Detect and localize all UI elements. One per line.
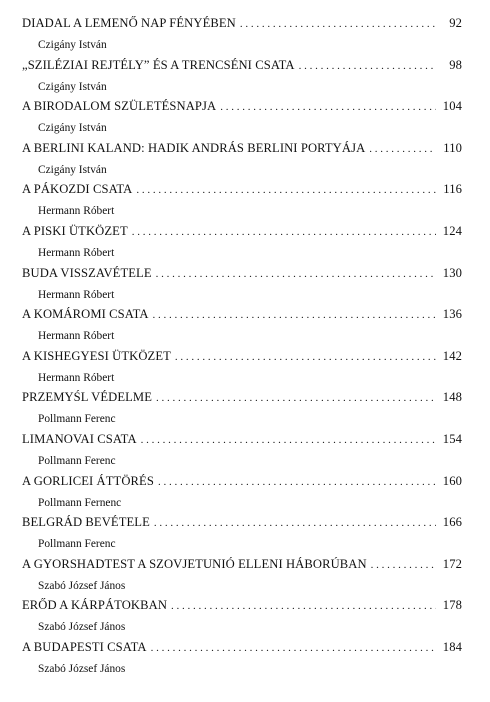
dot-leader bbox=[156, 268, 436, 280]
dot-leader bbox=[220, 101, 436, 113]
chapter-title: DIADAL A LEMENŐ NAP FÉNYÉBEN bbox=[22, 16, 236, 30]
toc-entry bbox=[22, 58, 462, 100]
toc-entry bbox=[22, 640, 462, 682]
dot-leader bbox=[371, 559, 436, 571]
dot-leader bbox=[141, 434, 436, 446]
page-number: 98 bbox=[449, 57, 462, 72]
toc-line bbox=[22, 557, 462, 579]
chapter-author: Hermann Róbert bbox=[38, 205, 115, 218]
page-number: 184 bbox=[442, 639, 462, 654]
dot-leader bbox=[153, 309, 436, 321]
toc-entry bbox=[22, 307, 462, 349]
dot-leader bbox=[299, 60, 436, 72]
toc-entry bbox=[22, 266, 462, 308]
chapter-title: A BIRODALOM SZÜLETÉSNAPJA bbox=[22, 99, 217, 114]
toc-entry bbox=[22, 474, 462, 516]
dot-leader bbox=[156, 392, 436, 404]
chapter-title: LIMANOVAI CSATA bbox=[22, 431, 137, 446]
chapter-author: Hermann Róbert bbox=[38, 246, 115, 259]
chapter-author: Czigány István bbox=[38, 80, 107, 93]
dot-leader bbox=[369, 143, 436, 155]
chapter-author: Hermann Róbert bbox=[38, 330, 115, 343]
chapter-author: Czigány István bbox=[38, 39, 107, 51]
page-number: 166 bbox=[442, 515, 462, 530]
dot-leader bbox=[171, 600, 436, 612]
toc-line bbox=[22, 598, 462, 620]
toc-line bbox=[22, 266, 462, 288]
dot-leader bbox=[151, 642, 436, 654]
toc-line bbox=[22, 141, 462, 163]
page-number: 116 bbox=[443, 182, 462, 197]
toc-entry bbox=[22, 557, 462, 599]
dot-leader bbox=[136, 184, 436, 196]
toc-line bbox=[22, 474, 462, 496]
chapter-author: Pollmann Fernenc bbox=[38, 496, 122, 509]
toc-entry bbox=[22, 141, 462, 183]
page-number: 130 bbox=[442, 265, 462, 280]
chapter-author: Hermann Róbert bbox=[38, 288, 115, 301]
page-number: 148 bbox=[442, 390, 462, 405]
page-number: 178 bbox=[442, 598, 462, 613]
chapter-title: A GORLICEI ÁTTÖRÉS bbox=[22, 473, 154, 488]
toc-entry bbox=[22, 99, 462, 141]
chapter-author: Szabó József János bbox=[38, 621, 126, 634]
page-number: 172 bbox=[442, 556, 462, 571]
page-number: 154 bbox=[442, 431, 462, 446]
chapter-title: A PÁKOZDI CSATA bbox=[22, 182, 133, 197]
dot-leader bbox=[158, 476, 436, 488]
chapter-title: A KOMÁROMI CSATA bbox=[22, 307, 149, 322]
chapter-author: Pollmann Ferenc bbox=[38, 413, 116, 426]
chapter-title: A KISHEGYESI ÜTKÖZET bbox=[22, 348, 171, 363]
page-number: 110 bbox=[443, 140, 462, 155]
toc-line bbox=[22, 99, 462, 121]
chapter-author: Szabó József János bbox=[38, 662, 126, 675]
page-number: 104 bbox=[442, 99, 462, 114]
page-number: 92 bbox=[449, 16, 462, 30]
toc-entry bbox=[22, 515, 462, 557]
toc-entry bbox=[22, 182, 462, 224]
toc-entry bbox=[22, 349, 462, 391]
dot-leader bbox=[154, 517, 436, 529]
toc-line bbox=[22, 182, 462, 204]
table-of-contents bbox=[22, 16, 462, 682]
toc-entry bbox=[22, 598, 462, 640]
toc-line bbox=[22, 224, 462, 246]
chapter-title: BELGRÁD BEVÉTELE bbox=[22, 515, 150, 530]
toc-line bbox=[22, 16, 462, 38]
toc-entry bbox=[22, 16, 462, 58]
page-number: 160 bbox=[442, 473, 462, 488]
toc-entry bbox=[22, 432, 462, 474]
chapter-title: A BUDAPESTI CSATA bbox=[22, 639, 147, 654]
toc-line bbox=[22, 640, 462, 662]
page-number: 142 bbox=[442, 348, 462, 363]
dot-leader bbox=[132, 226, 436, 238]
chapter-author: Czigány István bbox=[38, 122, 107, 135]
chapter-title: A PISKI ÜTKÖZET bbox=[22, 223, 128, 238]
toc-entry bbox=[22, 224, 462, 266]
chapter-title: BUDA VISSZAVÉTELE bbox=[22, 265, 152, 280]
chapter-author: Hermann Róbert bbox=[38, 371, 115, 384]
chapter-author: Pollmann Ferenc bbox=[38, 538, 116, 551]
dot-leader bbox=[175, 351, 436, 363]
dot-leader bbox=[240, 18, 436, 30]
page-number: 136 bbox=[442, 307, 462, 322]
chapter-author: Szabó József János bbox=[38, 579, 126, 592]
chapter-title: A BERLINI KALAND: HADIK ANDRÁS BERLINI PORTYÁJA bbox=[22, 140, 366, 155]
page-number: 124 bbox=[442, 223, 462, 238]
toc-line bbox=[22, 307, 462, 329]
toc-line bbox=[22, 58, 462, 80]
toc-line bbox=[22, 349, 462, 371]
chapter-title: A GYORSHADTEST A SZOVJETUNIÓ ELLENI HÁBORÚBAN bbox=[22, 556, 367, 571]
chapter-title: „SZILÉZIAI REJTÉLY” ÉS A TRENCSÉNI CSATA bbox=[22, 57, 295, 72]
toc-line bbox=[22, 515, 462, 537]
toc-entry bbox=[22, 390, 462, 432]
chapter-title: ERŐD A KÁRPÁTOKBAN bbox=[22, 598, 168, 613]
chapter-author: Pollmann Ferenc bbox=[38, 454, 116, 467]
toc-line bbox=[22, 390, 462, 412]
toc-line bbox=[22, 432, 462, 454]
chapter-author: Czigány István bbox=[38, 163, 107, 176]
chapter-title: PRZEMYŚL VÉDELME bbox=[22, 390, 152, 405]
